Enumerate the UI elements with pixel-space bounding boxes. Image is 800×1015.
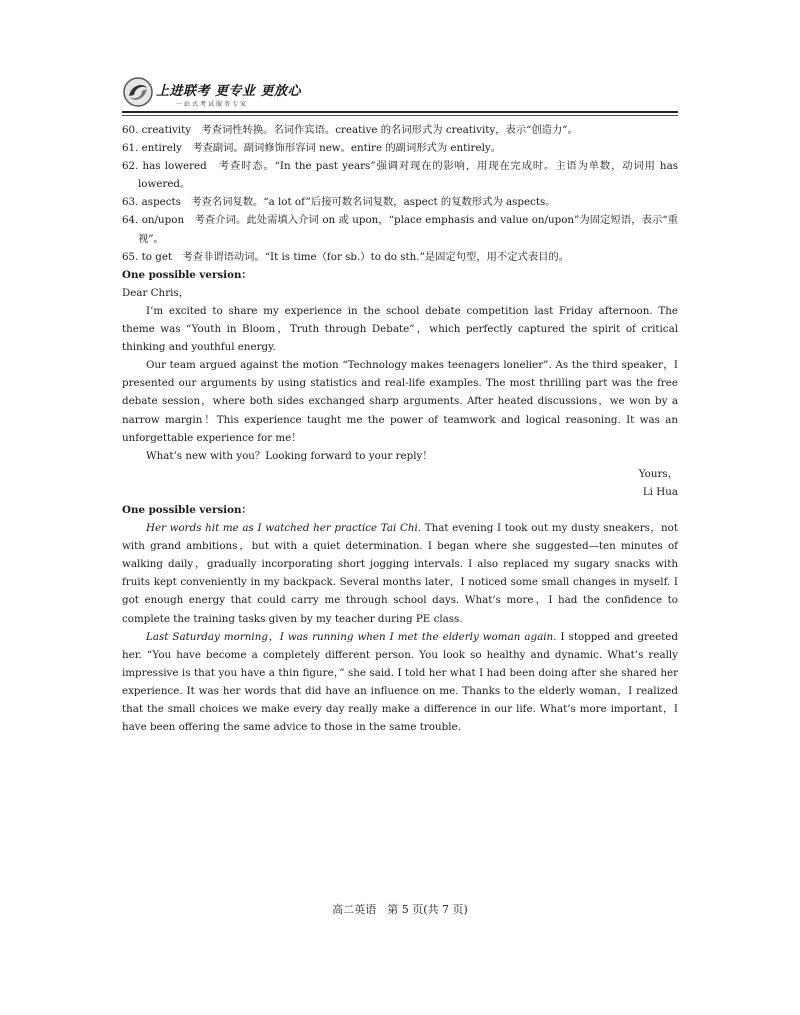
answer-63: 63. aspects 考查名词复数。“a lot of”后接可数名词复数，aspect 的复数形式为 aspects。: [122, 196, 556, 209]
brand-tagline: 一站式考试服务专家: [176, 101, 249, 108]
story-paragraph-1: [122, 519, 678, 628]
story-opening-sentence-2: Last Saturday morning，I was running when I met the elderly woman again.: [146, 630, 557, 643]
story-body-2: I stopped and greeted her. “You have become a completely different person. You look so healthy and dynamic. What’s really impressive is that you have a thin figure，” she said. I told her what I had been doing after she shared her experience. It was her words that did have an influence on me. Thanks to the elderly woman，I realized that the small choices we make every day really make a difference in our life. What’s more important，I have been offering the same advice to those in the same trouble.: [122, 630, 678, 734]
letter-paragraph: I’m excited to share my experience in the school debate competition last Friday afternoon. The theme was “Youth in Bloom，Truth through Debate”，which perfectly captured the spirit of critical thinking and youthful energy.: [122, 304, 678, 354]
answer-60: 60. creativity 考查词性转换。名词作宾语。creative 的名词形式为 creativity，表示“创造力”。: [122, 124, 578, 136]
brand-slogan: 上进联考 更专业 更放心: [156, 84, 302, 99]
answer-61: 61. entirely 考查副词。副词修饰形容词 new。entire 的副词形式为 entirely。: [122, 142, 501, 155]
letter-signature: Li Hua: [642, 485, 678, 498]
story-opening-sentence-1: Her words hit me as I watched her practice Tai Chi.: [146, 522, 422, 535]
answer-64: 64. on/upon 考查介词。此处需填入介词 on 或 upon，“place emphasis and value on/upon”为固定短语，表示“重视”。: [122, 214, 678, 245]
letter-paragraph: Our team argued against the motion “Technology makes teenagers lonelier”. As the third speaker，I presented our arguments by using statistics and real-life examples. The most thrilling part was the free debate session，where both sides exchanged sharp arguments. After heated discussions，we won by a narrow margin！This experience taught me the power of teamwork and logical reasoning. It was an unforgettable experience for me！: [122, 359, 678, 444]
letter-paragraph: What’s new with you？Looking forward to your reply！: [146, 449, 433, 462]
header-rule-thin: [122, 115, 678, 116]
answer-65: 65. to get 考查非谓语动词。“It is time（for sb.）to do sth.”是固定句型，用不定式表目的。: [122, 250, 570, 263]
header-rule-thick: [122, 111, 678, 113]
story-body-1: That evening I took out my dusty sneakers，not with grand ambitions，but with a quiet determination. I began where she suggested—ten minutes of walking daily，gradually incorporating short jogging intervals. I also replaced my sugary snacks with fruits kept conveniently in my backpack. Several months later，I noticed some small changes in myself. I got enough energy that could carry me through school days. What’s more，I had the confidence to complete the training tasks given by my teacher during PE class.: [122, 522, 678, 625]
page-header: [122, 76, 678, 116]
page-footer: 高二英语 第 5 页(共 7 页): [332, 903, 468, 916]
story-heading: One possible version：: [122, 503, 252, 516]
story-paragraph-2: [122, 628, 678, 737]
answer-62: 62. has lowered 考查时态。“In the past years”强调对现在的影响，用现在完成时。主语为单数，动词用 has lowered。: [122, 160, 678, 191]
page-content: [122, 121, 678, 736]
swirl-logo-icon: [122, 76, 154, 108]
letter-greeting: Dear Chris，: [122, 286, 189, 299]
letter-heading: One possible version：: [122, 268, 252, 281]
letter-closing: Yours，: [638, 467, 678, 480]
